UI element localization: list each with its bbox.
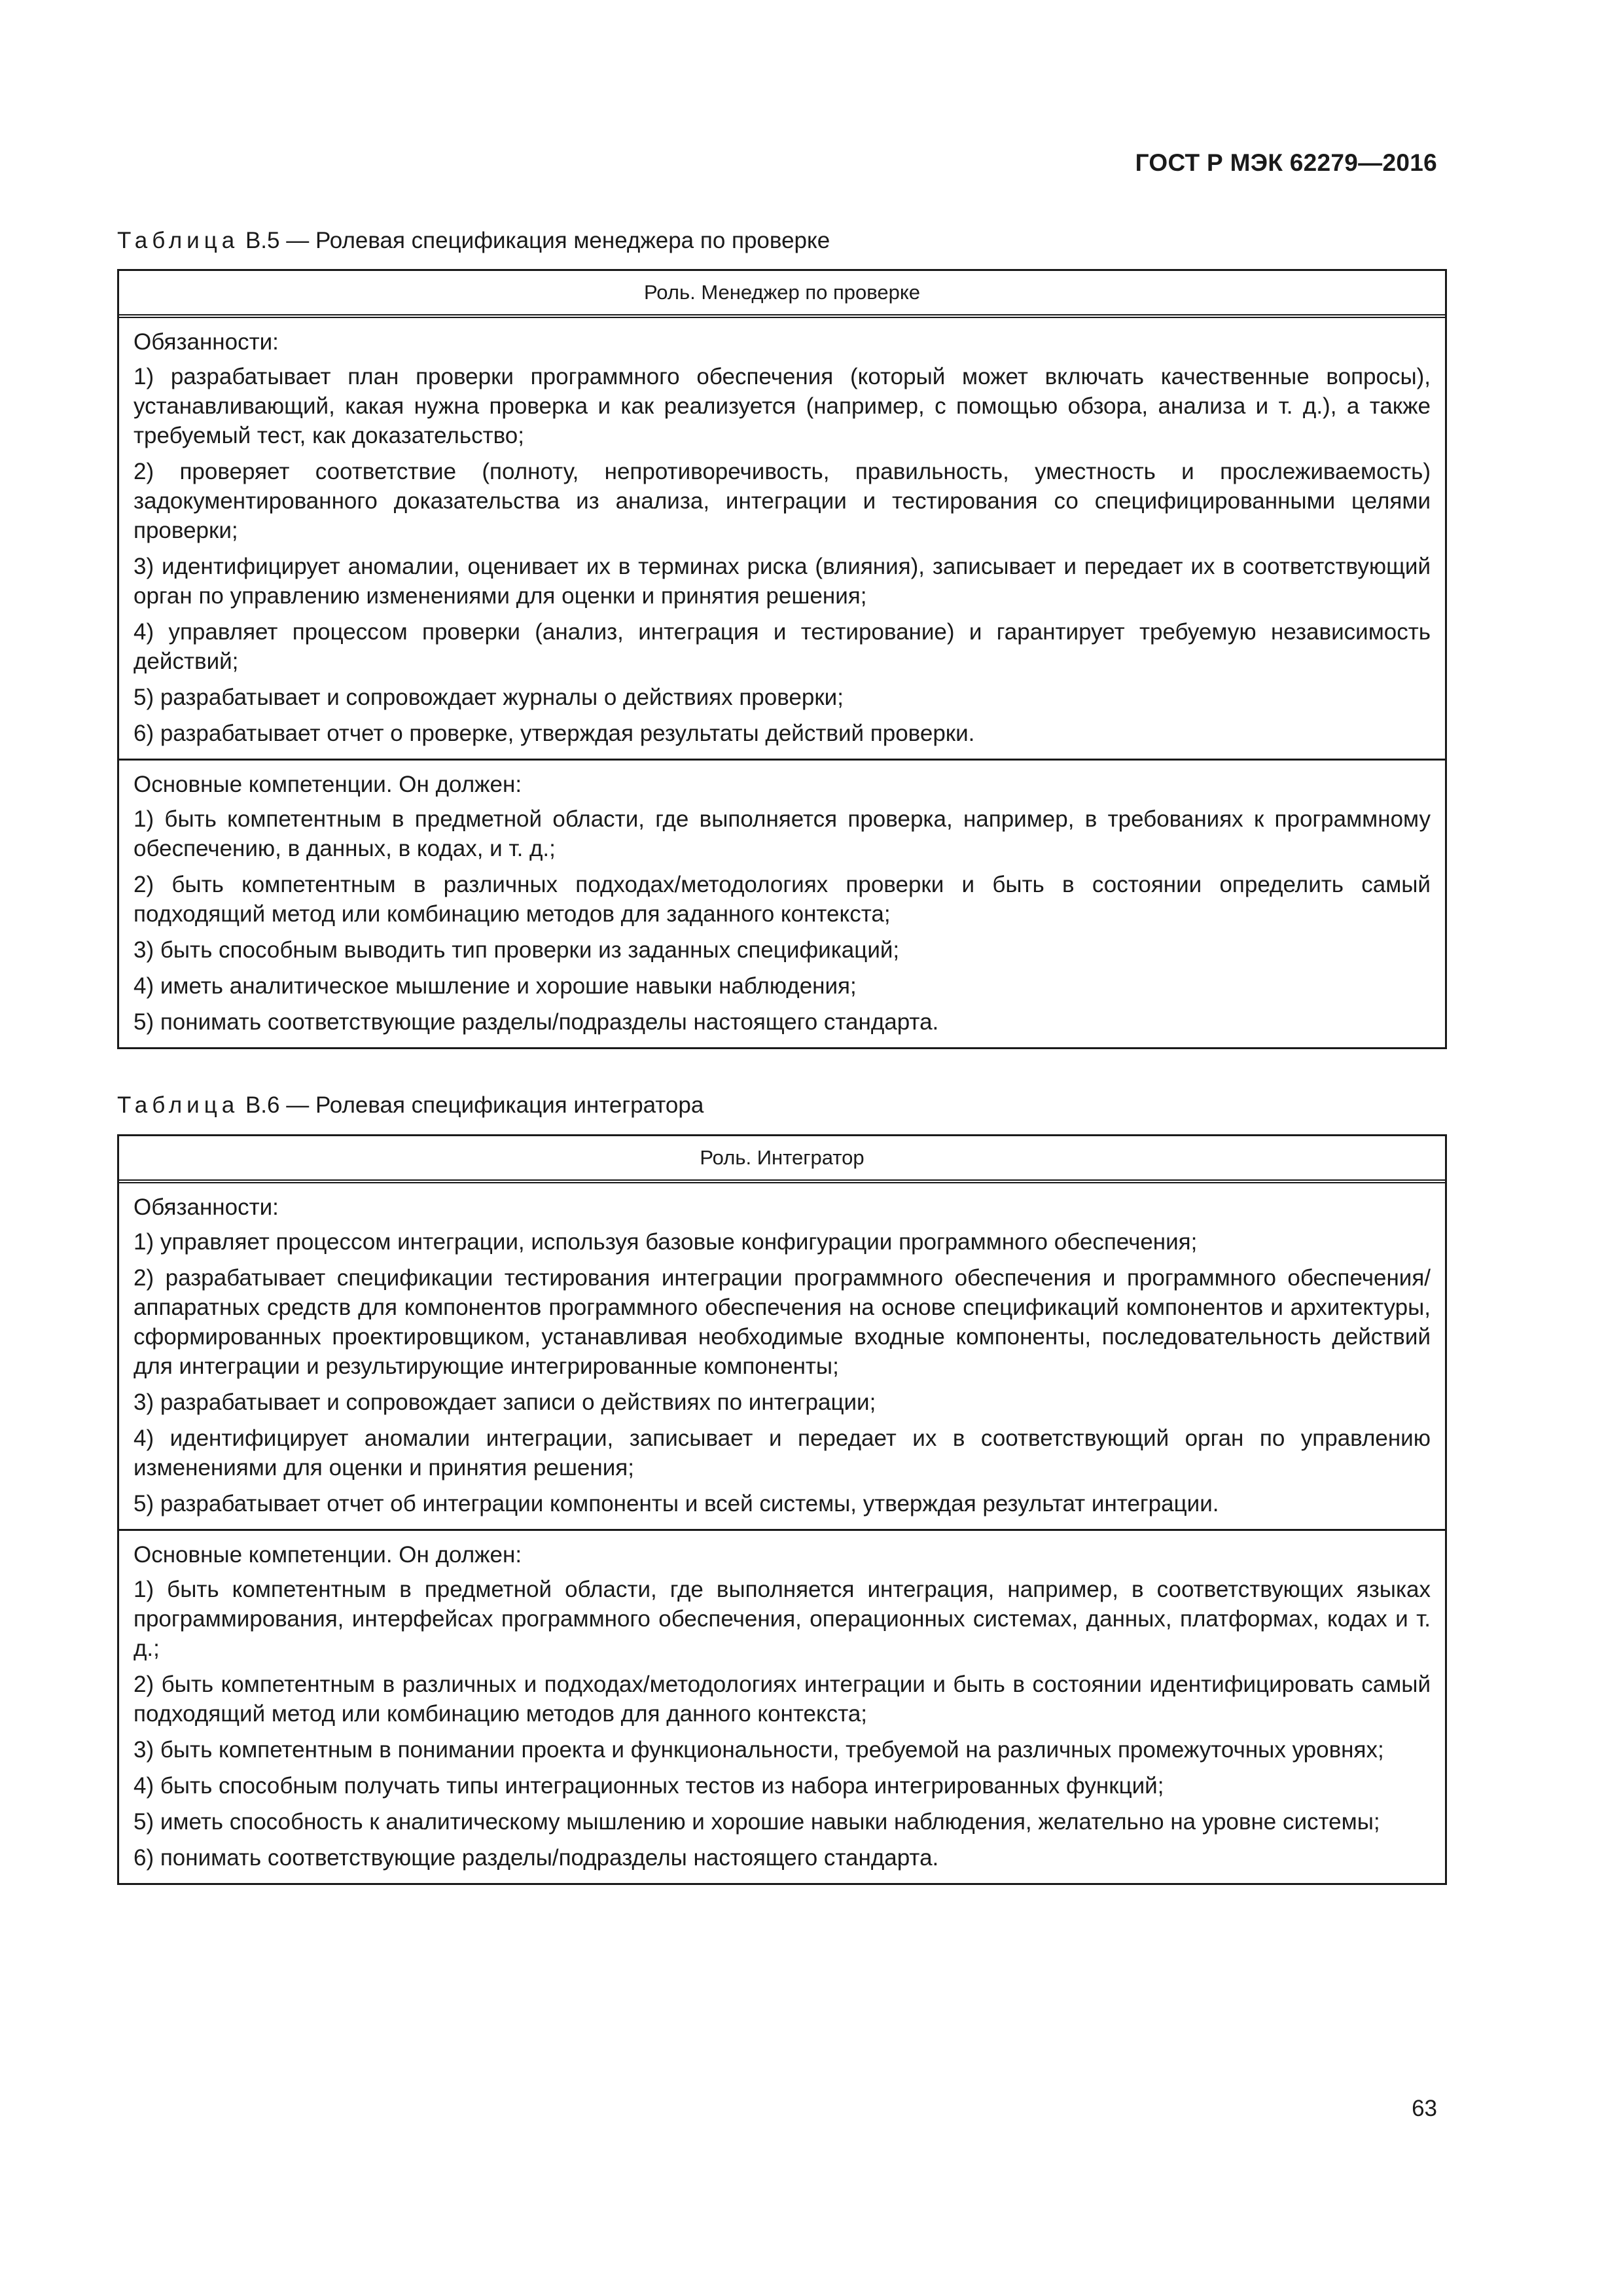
list-item: 5) разрабатывает и сопровождает журналы о действиях проверки;: [134, 685, 844, 710]
list-item: 5) понимать соответствующие разделы/подразделы настоящего стандарта.: [134, 1009, 939, 1035]
caption-prefix: Таблица: [117, 228, 240, 253]
list-item: 4) иметь аналитическое мышление и хорошие навыки наблюдения;: [134, 973, 857, 999]
role-spec-table: [117, 269, 1447, 1049]
section-title: Основные компетенции. Он должен:: [134, 772, 522, 797]
list-item: 4) быть способным получать типы интеграционных тестов из набора интегрированных функций;: [134, 1773, 1164, 1799]
list-item: 4) идентифицирует аномалии интеграции, записывает и передает их в соответствующий орган по управлению изменениями для оценки и принятия решения;: [134, 1426, 1431, 1480]
role-header: Роль. Интегратор: [119, 1136, 1445, 1183]
list-item: 1) быть компетентным в предметной области, где выполняется интеграция, например, в соответствующих языках программирования, интерфейсах программного обеспечения, операционных системах, данных, платформах, кодах и т. д.;: [134, 1577, 1431, 1661]
caption-text: В.6 — Ролевая спецификация интегратора: [239, 1092, 704, 1118]
role-header: Роль. Менеджер по проверке: [119, 271, 1445, 318]
section-title: Обязанности:: [134, 329, 279, 355]
list-item: 1) разрабатывает план проверки программного обеспечения (который может включать качественные вопросы), устанавливающий, какая нужна проверка и как реализуется (например, с помощью обзора, анализа и т. д.), а также требуемый тест, как доказательство;: [134, 364, 1431, 448]
page-number: 63: [1412, 2096, 1437, 2121]
list-item: 1) управляет процессом интеграции, используя базовые конфигурации программного обеспечения;: [134, 1229, 1198, 1255]
list-item: 2) быть компетентным в различных подходах/методологиях проверки и быть в состоянии определить самый подходящий метод или комбинацию методов для заданного контекста;: [134, 872, 1431, 927]
responsibilities-section: [119, 1183, 1445, 1529]
list-item: 6) понимать соответствующие разделы/подразделы настоящего стандарта.: [134, 1845, 939, 1871]
list-item: 3) разрабатывает и сопровождает записи о действиях по интеграции;: [134, 1390, 876, 1415]
list-item: 3) быть способным выводить тип проверки из заданных спецификаций;: [134, 937, 900, 963]
responsibilities-list: [134, 1227, 1431, 1518]
competencies-list: [134, 804, 1431, 1037]
table-caption: [117, 1091, 704, 1120]
standard-designation: ГОСТ Р МЭК 62279—2016: [1135, 149, 1437, 176]
table-caption: [117, 226, 830, 255]
list-item: 2) быть компетентным в различных и подходах/методологиях интеграции и быть в состоянии идентифицировать самый подходящий метод или комбинацию методов для данного контекста;: [134, 1672, 1431, 1727]
caption-text: В.5 — Ролевая спецификация менеджера по проверке: [239, 228, 830, 253]
section-title: Обязанности:: [134, 1194, 279, 1220]
list-item: 5) разрабатывает отчет об интеграции компоненты и всей системы, утверждая результат интеграции.: [134, 1491, 1219, 1516]
caption-prefix: Таблица: [117, 1092, 240, 1118]
list-item: 6) разрабатывает отчет о проверке, утверждая результаты действий проверки.: [134, 721, 975, 746]
responsibilities-list: [134, 362, 1431, 748]
competencies-section: [119, 759, 1445, 1047]
responsibilities-section: [119, 318, 1445, 759]
list-item: 5) иметь способность к аналитическому мышлению и хорошие навыки наблюдения, желательно на уровне системы;: [134, 1809, 1380, 1835]
list-item: 2) проверяет соответствие (полноту, непротиворечивость, правильность, уместность и прослеживаемость) задокументированного доказательства из анализа, интеграции и тестирования со специфицированными целями проверки;: [134, 459, 1431, 543]
competencies-list: [134, 1575, 1431, 1873]
list-item: 1) быть компетентным в предметной области, где выполняется проверка, например, в требованиях к программному обеспечению, в данных, в кодах, и т. д.;: [134, 806, 1431, 861]
list-item: 4) управляет процессом проверки (анализ, интеграция и тестирование) и гарантирует требуемую независимость действий;: [134, 619, 1431, 674]
list-item: 3) быть компетентным в понимании проекта и функциональности, требуемой на различных промежуточных уровнях;: [134, 1737, 1384, 1763]
competencies-section: [119, 1529, 1445, 1883]
list-item: 3) идентифицирует аномалии, оценивает их в терминах риска (влияния), записывает и передает их в соответствующий орган по управлению изменениями для оценки и принятия решения;: [134, 554, 1431, 609]
list-item: 2) разрабатывает спецификации тестирования интеграции программного обеспечения и программного обеспечения/аппаратных средств для компонентов программного обеспечения на основе спецификаций компонентов и архитектуры, сформированных проектировщиком, устанавливая необходимые входные компоненты, последовательность действий для интеграции и результирующие интегрированные компоненты;: [134, 1265, 1431, 1379]
section-title: Основные компетенции. Он должен:: [134, 1542, 522, 1568]
role-spec-table: [117, 1134, 1447, 1885]
